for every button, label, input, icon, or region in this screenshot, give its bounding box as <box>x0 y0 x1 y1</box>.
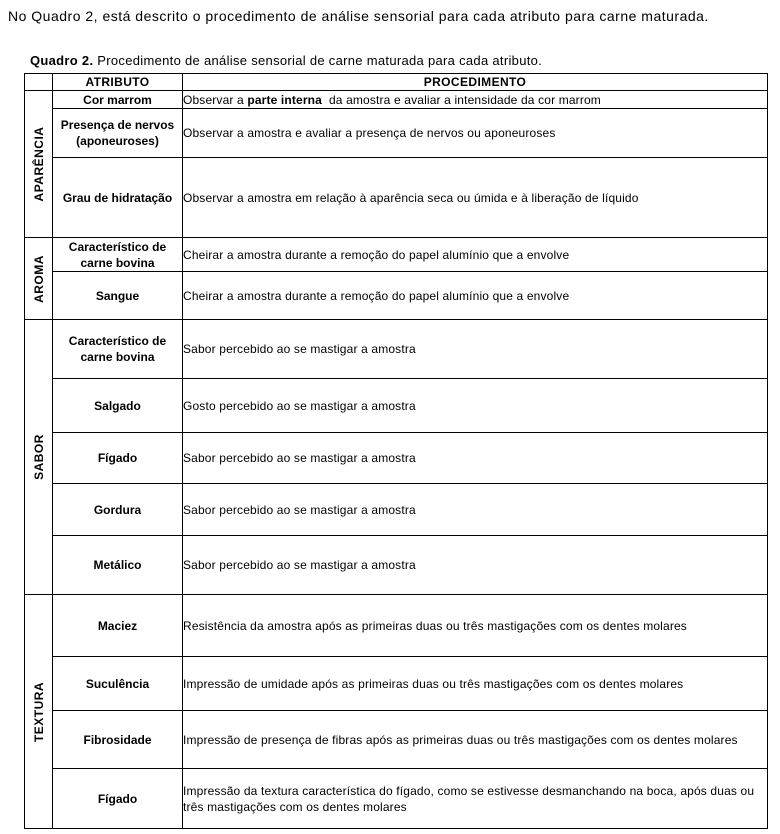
table-row <box>25 536 768 595</box>
header-procedure: PROCEDIMENTO <box>183 74 768 91</box>
intro-paragraph: No Quadro 2, está descrito o procedimento de análise sensorial para cada atributo para carne maturada. <box>8 8 709 24</box>
table-row <box>25 272 768 320</box>
table-row <box>25 320 768 379</box>
group-label: AROMA <box>31 254 46 303</box>
group-aroma <box>25 238 53 320</box>
group-textura <box>25 595 53 829</box>
procedure-cell: Sabor percebido ao se mastigar a amostra <box>183 433 768 484</box>
group-label: TEXTURA <box>31 681 46 742</box>
group-sabor <box>25 320 53 595</box>
table-row <box>25 657 768 711</box>
procedure-cell: Gosto percebido ao se mastigar a amostra <box>183 379 768 433</box>
caption-label: Quadro 2. <box>30 53 94 68</box>
table-row <box>25 379 768 433</box>
attribute-cell: Fibrosidade <box>53 711 183 769</box>
attribute-cell: Sangue <box>53 272 183 320</box>
group-label: APARÊNCIA <box>31 126 46 202</box>
header-row <box>25 74 768 91</box>
procedure-cell: Resistência da amostra após as primeiras duas ou três mastigações com os dentes molares <box>183 595 768 657</box>
table-row <box>25 91 768 109</box>
attribute-cell: Salgado <box>53 379 183 433</box>
procedure-cell: Impressão da textura característica do fígado, como se estivesse desmanchando na boca, após duas ou três mastigações com os dentes molares <box>183 769 768 829</box>
procedure-text: da amostra e avaliar a intensidade da cor marrom <box>321 92 601 107</box>
table-row <box>25 769 768 829</box>
attribute-cell: Cor marrom <box>53 91 183 109</box>
attribute-cell: Presença de nervos (aponeuroses) <box>53 109 183 158</box>
group-label: SABOR <box>31 434 46 480</box>
attribute-cell: Fígado <box>53 433 183 484</box>
sensory-procedure-table <box>24 73 768 829</box>
table-row <box>25 484 768 536</box>
table-caption <box>30 53 542 68</box>
attribute-cell: Característico de carne bovina <box>53 320 183 379</box>
procedure-cell: Observar a amostra em relação à aparência seca ou úmida e à liberação de líquido <box>183 158 768 238</box>
table-row <box>25 433 768 484</box>
attribute-cell: Suculência <box>53 657 183 711</box>
procedure-cell: Sabor percebido ao se mastigar a amostra <box>183 320 768 379</box>
group-aparencia <box>25 91 53 238</box>
procedure-cell: Observar a amostra e avaliar a presença de nervos ou aponeuroses <box>183 109 768 158</box>
procedure-emphasis: parte interna <box>247 92 322 107</box>
header-attribute: ATRIBUTO <box>53 74 183 91</box>
caption-text: Procedimento de análise sensorial de carne maturada para cada atributo. <box>93 53 543 68</box>
procedure-cell: Cheirar a amostra durante a remoção do papel alumínio que a envolve <box>183 238 768 272</box>
table-row <box>25 158 768 238</box>
attribute-cell: Grau de hidratação <box>53 158 183 238</box>
attribute-cell: Gordura <box>53 484 183 536</box>
table-row <box>25 711 768 769</box>
attribute-cell: Metálico <box>53 536 183 595</box>
attribute-cell: Característico de carne bovina <box>53 238 183 272</box>
table-row <box>25 238 768 272</box>
procedure-cell: Sabor percebido ao se mastigar a amostra <box>183 484 768 536</box>
procedure-cell: Sabor percebido ao se mastigar a amostra <box>183 536 768 595</box>
procedure-cell <box>183 91 768 109</box>
attribute-cell: Maciez <box>53 595 183 657</box>
procedure-cell: Impressão de umidade após as primeiras duas ou três mastigações com os dentes molares <box>183 657 768 711</box>
procedure-text: Observar a <box>183 92 248 107</box>
procedure-cell: Cheirar a amostra durante a remoção do papel alumínio que a envolve <box>183 272 768 320</box>
procedure-cell: Impressão de presença de fibras após as primeiras duas ou três mastigações com os dentes molares <box>183 711 768 769</box>
attribute-cell: Fígado <box>53 769 183 829</box>
table-row <box>25 109 768 158</box>
header-spacer <box>25 74 53 91</box>
table-row <box>25 595 768 657</box>
